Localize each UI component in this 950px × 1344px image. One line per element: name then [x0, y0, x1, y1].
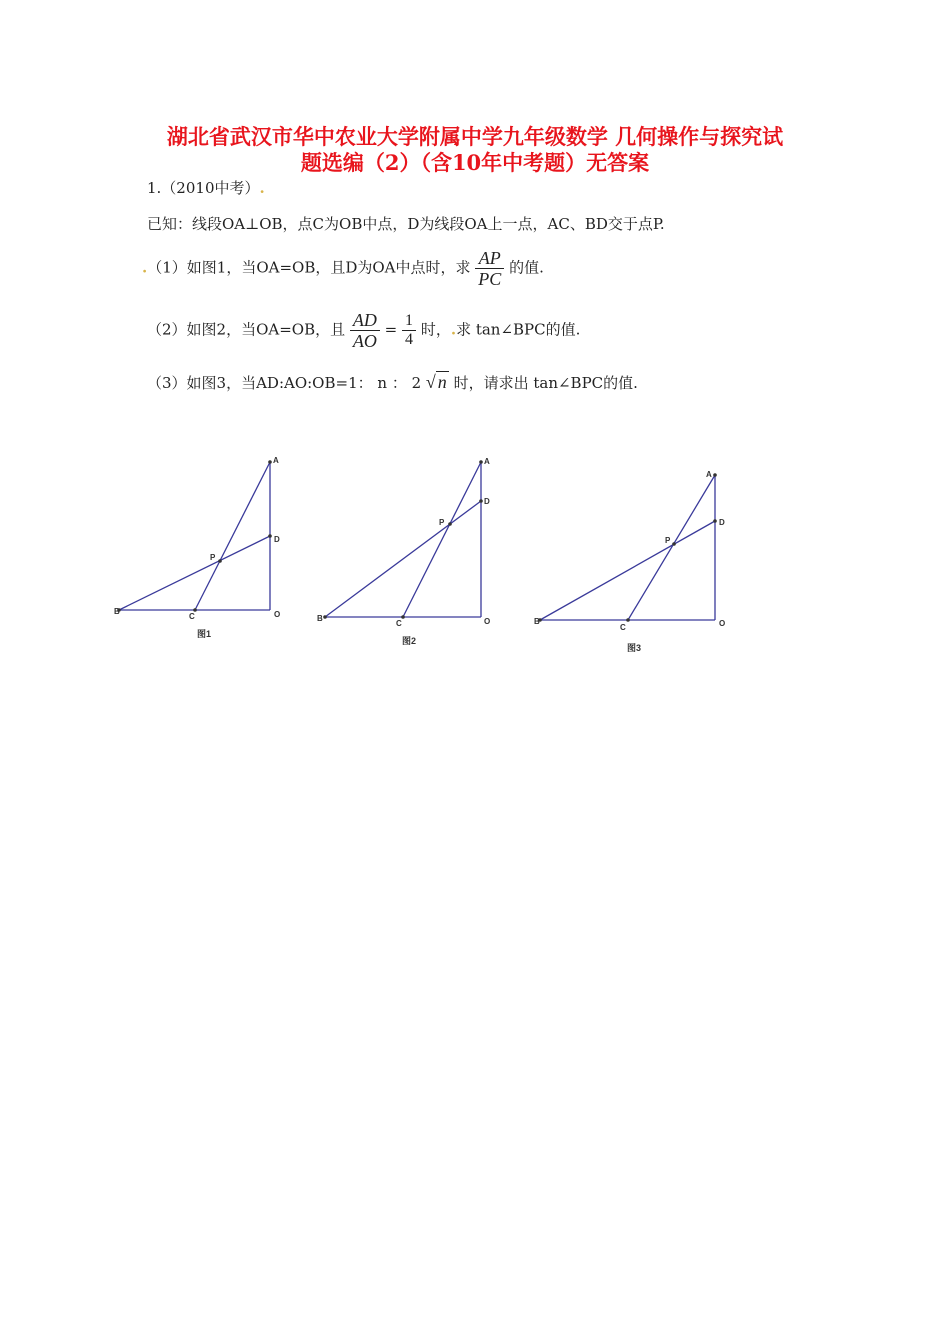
q1-frac-num: AP — [478, 248, 501, 268]
point-a — [479, 460, 483, 464]
segment-bd — [325, 501, 481, 617]
segment-ac — [195, 462, 270, 610]
q3-suffix: 时，请求出 tan∠BPC的值. — [453, 374, 638, 392]
question-2 — [147, 310, 580, 351]
figure-3 — [540, 475, 715, 620]
q2-suffix: 求 tan∠BPC的值. — [456, 320, 581, 339]
label-p: P — [439, 518, 445, 527]
label-b: B — [114, 607, 120, 616]
q2-mid: 时， — [420, 320, 451, 339]
q1-suffix: 的值. — [509, 258, 544, 277]
label-p: P — [210, 553, 216, 562]
point-d — [268, 534, 272, 538]
segment-ac — [403, 462, 481, 617]
marker-dot: . — [259, 179, 265, 197]
marker-dot: . — [450, 320, 457, 339]
point-d — [713, 519, 717, 523]
figure-2-caption: 图2 — [402, 636, 417, 646]
point-b — [323, 615, 327, 619]
label-a: A — [706, 470, 712, 479]
label-b: B — [317, 614, 323, 623]
label-o: O — [274, 610, 281, 619]
label-p: P — [665, 536, 671, 545]
q2-frac-num: AD — [352, 310, 377, 330]
q2-val-num: 1 — [405, 312, 414, 329]
label-d: D — [484, 497, 490, 506]
point-a — [268, 460, 272, 464]
point-p — [448, 522, 452, 526]
label-c: C — [189, 612, 195, 621]
label-d: D — [274, 535, 280, 544]
sqrt-radicand: n — [437, 372, 447, 392]
label-a: A — [484, 457, 490, 466]
problem-given: 已知：线段OA⊥OB，点C为OB中点，D为线段OA上一点，AC、BD交于点P. — [147, 215, 665, 233]
point-p — [218, 559, 222, 563]
problem-number-line — [147, 178, 265, 198]
label-c: C — [620, 623, 626, 632]
segment-bd — [119, 536, 270, 610]
figure-2 — [325, 462, 481, 617]
problem-number: 1.（2010中考） — [147, 179, 260, 197]
q2-equals: = — [384, 320, 398, 339]
label-c: C — [396, 619, 402, 628]
figure-1-caption: 图1 — [197, 629, 212, 639]
q2-val-den: 4 — [402, 330, 416, 349]
q2-value-fraction — [402, 312, 416, 349]
marker-dot: . — [142, 258, 148, 277]
point-c — [626, 618, 630, 622]
segment-bd — [540, 521, 715, 620]
q3-prefix: （3）如图3，当AD:AO:OB=1： n ： 2 — [147, 374, 422, 392]
geometry-figures — [105, 450, 745, 660]
point-p — [672, 542, 676, 546]
label-d: D — [719, 518, 725, 527]
label-a: A — [273, 456, 279, 465]
q3-sqrt — [426, 371, 449, 392]
q2-fraction — [350, 310, 380, 351]
doc-title-line2: 题选编（2）（含10年中考题）无答案 — [300, 150, 650, 175]
point-d — [479, 499, 483, 503]
segment-ac — [628, 475, 715, 620]
q1-frac-den: PC — [475, 268, 504, 289]
doc-title-line1: 湖北省武汉市华中农业大学附属中学九年级数学 几何操作与探究试 — [166, 124, 784, 149]
figure-1 — [119, 462, 270, 610]
q1-prefix: （1）如图1，当OA=OB，且D为OA中点时，求 — [147, 258, 471, 277]
q2-prefix: （2）如图2，当OA=OB，且 — [147, 320, 346, 339]
label-o: O — [484, 617, 491, 626]
label-b: B — [534, 617, 540, 626]
label-o: O — [719, 619, 726, 628]
question-3 — [147, 372, 638, 393]
q2-frac-den: AO — [350, 330, 380, 351]
sqrt-symbol: √ — [425, 372, 436, 392]
figures-area — [105, 450, 745, 664]
q1-fraction — [475, 248, 504, 289]
point-a — [713, 473, 717, 477]
question-1 — [142, 248, 544, 289]
figure-3-caption: 图3 — [627, 643, 642, 653]
